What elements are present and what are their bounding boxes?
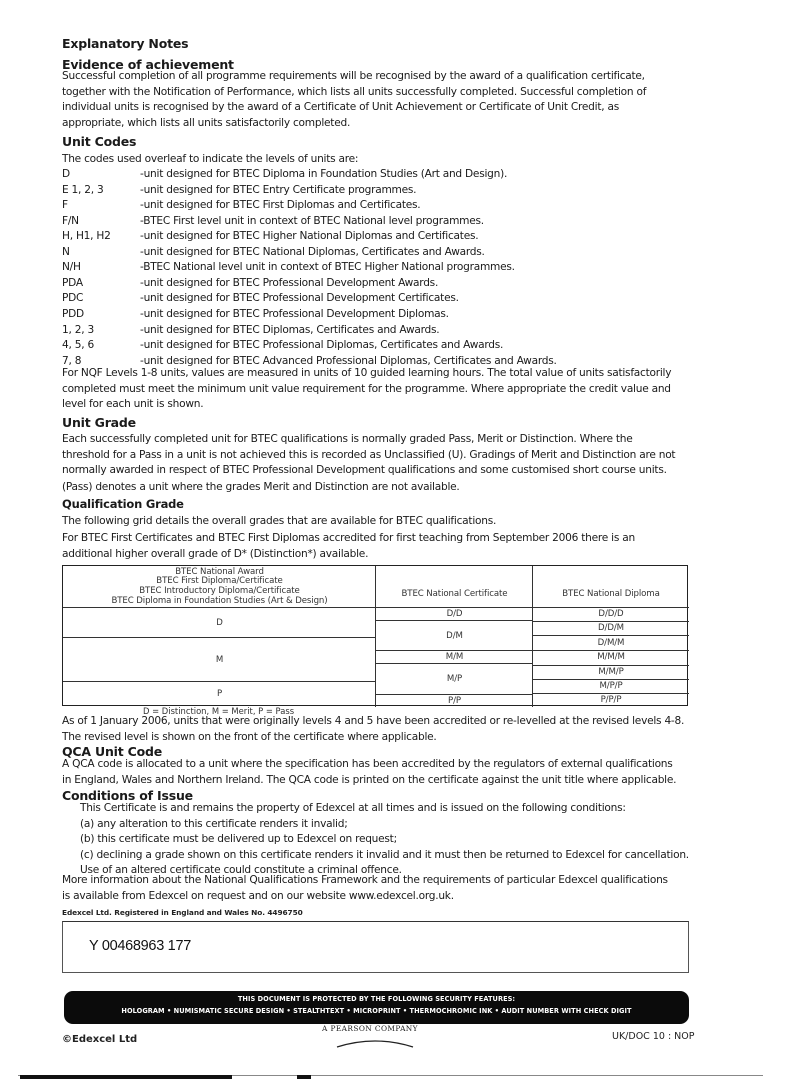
unit-grade-line: normally awarded in respect of BTEC Professional Development qualifications and some customised short course units. xyxy=(62,464,667,476)
unit-codes-intro: The codes used overleaf to indicate the levels of units are: xyxy=(62,153,359,165)
grade-cell-col2: D/D xyxy=(446,609,463,619)
nqf-paragraph xyxy=(62,366,671,413)
header-col1-line: BTEC Diploma in Foundation Studies (Art & Design) xyxy=(111,595,328,606)
header-col1-line: BTEC First Diploma/Certificate xyxy=(156,576,283,587)
evidence-heading: Evidence of achievement xyxy=(62,57,234,72)
header-col1-line: BTEC Introductory Diploma/Certificate xyxy=(139,586,300,596)
unit-code: N xyxy=(62,245,70,258)
grade-cell-col2: D/M xyxy=(446,630,463,641)
grade-cell-col1: P xyxy=(216,689,223,699)
grade-table-header-col3: BTEC National Diploma xyxy=(562,589,660,599)
unit-codes-heading: Unit Codes xyxy=(62,134,137,149)
unit-grade-heading: Unit Grade xyxy=(62,415,136,430)
evidence-line: individual units is recognised by the award of a Certificate of Unit Achievement or Certificate of Unit Credit, as xyxy=(62,101,619,113)
more-info-line: More information about the National Qualifications Framework and the requirements of particular Edexcel qualifications xyxy=(62,874,668,886)
unit-code-description: -BTEC First level unit in context of BTEC National level programmes. xyxy=(140,214,484,227)
registration-note: Edexcel Ltd. Registered in England and Wales No. 4496750 xyxy=(62,908,303,917)
relevel-line: As of 1 January 2006, units that were originally levels 4 and 5 have been accredited or re-levelled at the revised levels 4-8. xyxy=(62,715,685,727)
security-features-banner xyxy=(64,991,689,1024)
unit-grade-line: Each successfully completed unit for BTEC qualifications is normally graded Pass, Merit or Distinction. Where the xyxy=(62,433,633,445)
unit-code-description: -unit designed for BTEC First Diplomas and Certificates. xyxy=(140,199,421,212)
audit-number-box xyxy=(62,921,689,973)
conditions-warning: Use of an altered certificate could constitute a criminal offence. xyxy=(80,864,402,876)
evidence-line: appropriate, which lists all units satisfactorily completed. xyxy=(62,116,351,129)
conditions-list xyxy=(80,801,689,879)
unit-code-description: -unit designed for BTEC Entry Certificate programmes. xyxy=(140,183,417,196)
unit-code-description: -unit designed for BTEC Professional Development Awards. xyxy=(140,276,439,289)
copyright: ©Edexcel Ltd xyxy=(62,1034,138,1045)
unit-code-description: -unit designed for BTEC Professional Development Certificates. xyxy=(140,292,459,305)
page-title: Explanatory Notes xyxy=(62,36,189,51)
unit-code: 7, 8 xyxy=(62,354,82,367)
document-reference: UK/DOC 10 : NOP xyxy=(612,1031,695,1042)
unit-code-description: -unit designed for BTEC Advanced Professional Diplomas, Certificates and Awards. xyxy=(140,354,557,367)
grade-cell-col3: M/P/P xyxy=(599,680,623,691)
relevel-paragraph xyxy=(62,714,684,745)
qualification-grade-intro: The following grid details the overall grades that are available for BTEC qualifications. xyxy=(62,515,497,527)
relevel-line: The revised level is shown on the front of the certificate where applicable. xyxy=(62,730,437,743)
evidence-line: together with the Notification of Performance, which lists all units successfully completed. Successful completion of xyxy=(62,85,647,98)
unit-code: PDC xyxy=(62,292,84,305)
qualification-grade-heading: Qualification Grade xyxy=(62,497,184,511)
grade-cell-col3: D/D/D xyxy=(598,609,624,619)
unit-code-description: -BTEC National level unit in context of BTEC Higher National programmes. xyxy=(140,261,515,274)
qca-heading: QCA Unit Code xyxy=(62,744,163,759)
grade-table xyxy=(62,565,688,706)
unit-codes-list xyxy=(62,167,702,369)
grade-cell-col1: D xyxy=(216,617,223,628)
unit-code: F xyxy=(62,199,68,212)
grade-cell-col2: M/P xyxy=(446,674,463,684)
unit-code: E 1, 2, 3 xyxy=(62,183,104,196)
unit-code: 1, 2, 3 xyxy=(62,323,94,336)
unit-code: H, H1, H2 xyxy=(62,230,111,243)
nqf-line: level for each unit is shown. xyxy=(62,398,204,410)
scan-artifact xyxy=(297,1075,311,1079)
grade-table-header-col2: BTEC National Certificate xyxy=(401,589,508,599)
grade-cell-col3: D/D/M xyxy=(598,623,624,633)
pearson-arc-icon xyxy=(335,1037,415,1049)
evidence-line: Successful completion of all programme requirements will be recognised by the award of a qualification certificate, xyxy=(62,70,645,82)
unit-grade-paragraph xyxy=(62,432,675,479)
scan-artifact xyxy=(20,1075,232,1079)
nqf-line: completed must meet the minimum unit value requirement for the programme. Where appropriate the credit value and xyxy=(62,382,671,395)
more-info-paragraph xyxy=(62,873,668,904)
grade-cell-col3: P/P/P xyxy=(600,694,622,705)
unit-code: N/H xyxy=(62,261,81,274)
qca-line: in England, Wales and Northern Ireland. The QCA code is printed on the certificate against the unit title where applicable. xyxy=(62,773,677,786)
grade-cell-col3: M/M/P xyxy=(598,666,624,677)
conditions-heading: Conditions of Issue xyxy=(62,788,193,803)
dstar-line: For BTEC First Certificates and BTEC First Diplomas accredited for first teaching from September 2006 there is an xyxy=(62,532,635,544)
unit-code: F/N xyxy=(62,214,79,227)
dstar-paragraph xyxy=(62,531,635,562)
dstar-line: additional higher overall grade of D* (Distinction*) available. xyxy=(62,547,369,560)
audit-number: Y 00468963 177 xyxy=(89,938,191,954)
evidence-paragraph xyxy=(62,69,646,131)
conditions-intro: This Certificate is and remains the property of Edexcel at all times and is issued on the following conditions: xyxy=(80,802,626,814)
unit-code: 4, 5, 6 xyxy=(62,339,94,352)
unit-code-description: -unit designed for BTEC Higher National Diplomas and Certificates. xyxy=(140,230,479,243)
condition-item: (b) this certificate must be delivered up to Edexcel on request; xyxy=(80,833,397,845)
unit-code: PDA xyxy=(62,276,83,289)
more-info-line: is available from Edexcel on request and on our website www.edexcel.org.uk. xyxy=(62,889,454,902)
unit-code-description: -unit designed for BTEC Diplomas, Certificates and Awards. xyxy=(140,323,440,336)
qca-line: A QCA code is allocated to a unit where the specification has been accredited by the regulators of external qualifications xyxy=(62,758,673,770)
company-tagline: A PEARSON COMPANY xyxy=(322,1024,418,1033)
pass-note: (Pass) denotes a unit where the grades Merit and Distinction are not available. xyxy=(62,481,460,493)
unit-code: D xyxy=(62,168,70,180)
header-col1-line: BTEC National Award xyxy=(175,566,264,577)
security-heading: THIS DOCUMENT IS PROTECTED BY THE FOLLOWING SECURITY FEATURES: xyxy=(237,995,516,1003)
grade-cell-col3: D/M/M xyxy=(597,637,625,648)
unit-grade-line: threshold for a Pass in a unit is not achieved this is recorded as Unclassified (U). Gradings of Merit and Distinction are not xyxy=(62,448,676,461)
grade-cell-col3: M/M/M xyxy=(597,652,625,662)
qca-paragraph xyxy=(62,757,676,788)
unit-code-description: -unit designed for BTEC Professional Development Diplomas. xyxy=(140,307,449,320)
unit-code-description: -unit designed for BTEC Diploma in Foundation Studies (Art and Design). xyxy=(140,168,508,180)
condition-item: (a) any alteration to this certificate renders it invalid; xyxy=(80,817,348,830)
grade-cell-col2: P/P xyxy=(448,696,461,706)
grade-table-header-col1 xyxy=(63,566,376,608)
unit-code-description: -unit designed for BTEC National Diplomas, Certificates and Awards. xyxy=(140,245,485,258)
nqf-line: For NQF Levels 1-8 units, values are measured in units of 10 guided learning hours. The total value of units satisfactorily xyxy=(62,367,672,379)
unit-code-description: -unit designed for BTEC Professional Diplomas, Certificates and Awards. xyxy=(140,339,504,352)
security-features-list: HOLOGRAM • NUMISMATIC SECURE DESIGN • STEALTHTEXT • MICROPRINT • THERMOCHROMIC INK • AUDIT NUMBER WITH CHECK DIGIT xyxy=(121,1007,632,1015)
unit-code: PDD xyxy=(62,307,84,320)
grade-legend: D = Distinction, M = Merit, P = Pass xyxy=(143,706,295,716)
grade-cell-col1: M xyxy=(215,654,224,665)
grade-cell-col2: M/M xyxy=(445,652,464,662)
condition-item: (c) declining a grade shown on this certificate renders it invalid and it must then be returned to Edexcel for cancellation. xyxy=(80,848,689,861)
